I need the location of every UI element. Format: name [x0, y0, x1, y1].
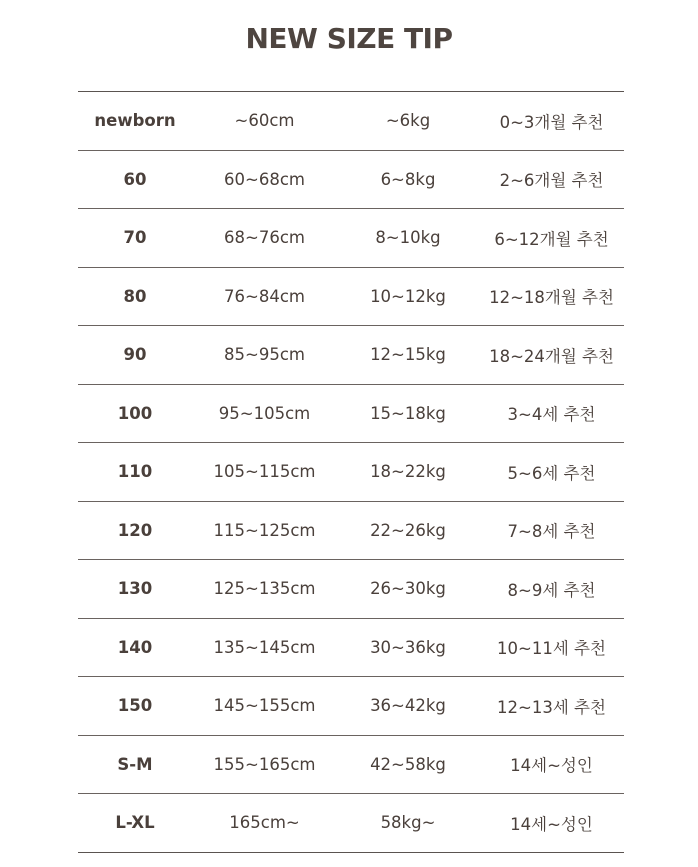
height-cell: ~60cm: [234, 111, 295, 131]
size-cell: 110: [117, 462, 153, 482]
table-row: [78, 151, 624, 210]
table-row: [78, 92, 624, 151]
table-row: [78, 560, 624, 619]
age-cell: 14세~성인: [510, 814, 593, 834]
size-cell: 70: [123, 228, 147, 248]
weight-cell: 42~58kg: [370, 754, 446, 774]
table-row: [78, 677, 624, 736]
height-cell: 115~125cm: [213, 520, 316, 540]
size-cell: 100: [117, 403, 153, 423]
age-cell: 14세~성인: [510, 756, 593, 776]
size-cell: 130: [117, 579, 153, 599]
age-cell: 18~24개월 추천: [489, 346, 614, 366]
height-cell: 165cm~: [229, 813, 300, 833]
size-cell: 140: [117, 637, 153, 657]
weight-cell: 6~8kg: [380, 169, 436, 189]
table-row: [78, 209, 624, 268]
age-cell: 6~12개월 추천: [494, 229, 609, 249]
weight-cell: 58kg~: [380, 813, 436, 833]
height-cell: 105~115cm: [213, 462, 316, 482]
weight-cell: 15~18kg: [370, 403, 446, 423]
age-cell: 12~13세 추천: [497, 697, 606, 717]
age-cell: 7~8세 추천: [507, 522, 596, 542]
size-cell: L-XL: [115, 813, 155, 833]
age-cell: 10~11세 추천: [497, 639, 606, 659]
height-cell: 76~84cm: [224, 286, 305, 306]
height-cell: 135~145cm: [213, 637, 316, 657]
weight-cell: 12~15kg: [370, 345, 446, 365]
weight-cell: 22~26kg: [370, 520, 446, 540]
size-cell: 90: [123, 345, 147, 365]
weight-cell: ~6kg: [385, 111, 431, 131]
size-table: [78, 91, 624, 853]
height-cell: 145~155cm: [213, 696, 316, 716]
page-title: NEW SIZE TIP: [245, 22, 453, 55]
table-row: [78, 268, 624, 327]
size-cell: 80: [123, 286, 147, 306]
size-cell: 150: [117, 696, 153, 716]
weight-cell: 10~12kg: [370, 286, 446, 306]
table-row: [78, 736, 624, 795]
age-cell: 5~6세 추천: [507, 463, 596, 483]
age-cell: 12~18개월 추천: [489, 288, 614, 308]
height-cell: 68~76cm: [224, 228, 305, 248]
weight-cell: 30~36kg: [370, 637, 446, 657]
weight-cell: 26~30kg: [370, 579, 446, 599]
weight-cell: 36~42kg: [370, 696, 446, 716]
height-cell: 95~105cm: [218, 403, 311, 423]
age-cell: 2~6개월 추천: [499, 171, 604, 191]
weight-cell: 8~10kg: [375, 228, 441, 248]
height-cell: 155~165cm: [213, 754, 316, 774]
table-row: [78, 326, 624, 385]
table-row: [78, 385, 624, 444]
height-cell: 85~95cm: [224, 345, 305, 365]
age-cell: 3~4세 추천: [507, 405, 596, 425]
size-cell: 120: [117, 520, 153, 540]
age-cell: 8~9세 추천: [507, 580, 596, 600]
size-cell: 60: [123, 169, 147, 189]
weight-cell: 18~22kg: [370, 462, 446, 482]
table-row: [78, 794, 624, 853]
table-row: [78, 502, 624, 561]
height-cell: 60~68cm: [224, 169, 305, 189]
height-cell: 125~135cm: [213, 579, 316, 599]
age-cell: 0~3개월 추천: [499, 112, 604, 132]
size-cell: S-M: [117, 754, 153, 774]
size-cell: newborn: [94, 111, 176, 131]
table-row: [78, 443, 624, 502]
table-row: [78, 619, 624, 678]
